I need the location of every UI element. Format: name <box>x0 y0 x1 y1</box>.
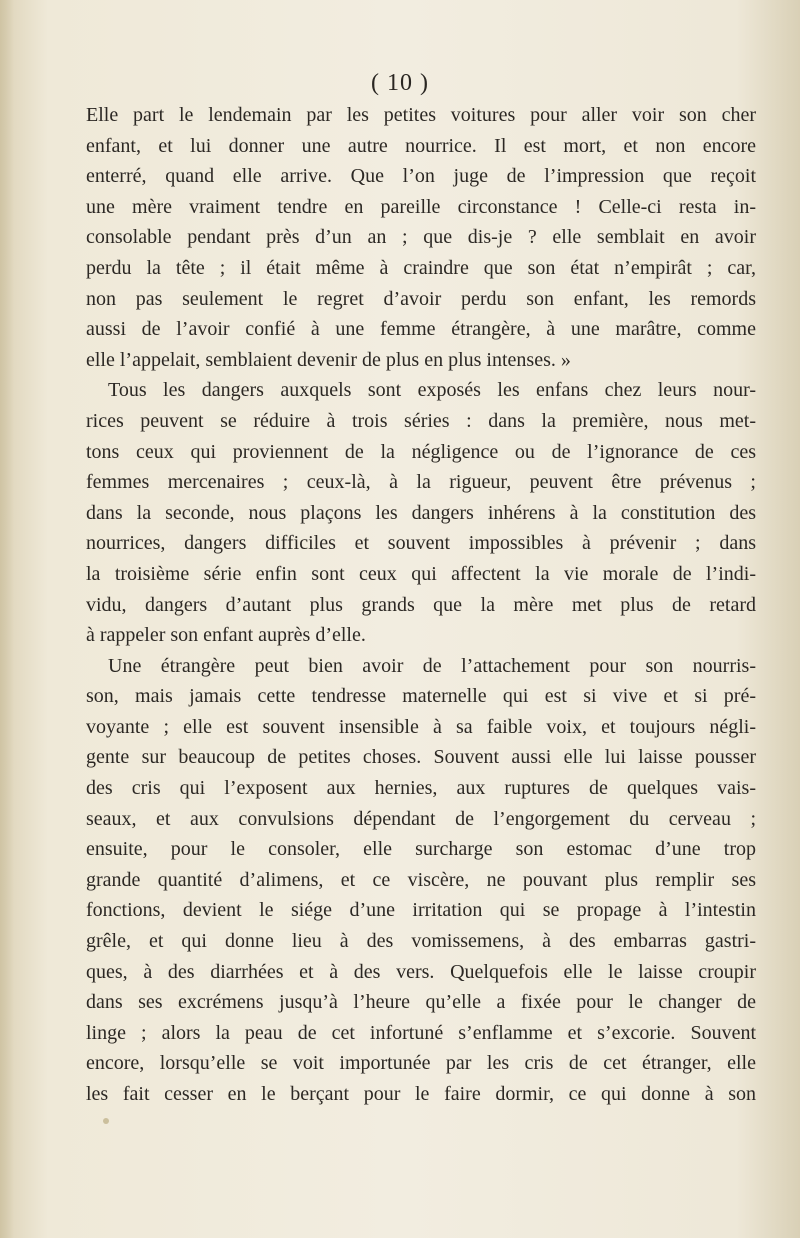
text-line: seaux, et aux convulsions dépendant de l’engorgement du cerveau ; <box>86 807 756 830</box>
text-line: rices peuvent se réduire à trois séries : dans la première, nous met- <box>86 409 756 432</box>
text-line: linge ; alors la peau de cet infortuné s’enflamme et s’excorie. Souvent <box>86 1021 756 1044</box>
text-line: elle l’appelait, semblaient devenir de plus en plus intenses. » <box>86 348 571 371</box>
text-line: consolable pendant près d’un an ; que dis-je ? elle semblait en avoir <box>86 226 756 249</box>
text-line: à rappeler son enfant auprès d’elle. <box>86 624 366 647</box>
text-line: grande quantité d’alimens, et ce viscère, ne pouvant plus remplir ses <box>86 868 756 891</box>
body-text <box>86 100 756 1110</box>
text-line: voyante ; elle est souvent insensible à sa faible voix, et toujours négli- <box>86 715 756 738</box>
text-line: dans la seconde, nous plaçons les dangers inhérens à la constitution des <box>86 501 756 524</box>
text-line: une mère vraiment tendre en pareille circonstance ! Celle-ci resta in- <box>86 195 756 218</box>
text-line: enterré, quand elle arrive. Que l’on juge de l’impression que reçoit <box>86 165 756 188</box>
text-line: femmes mercenaires ; ceux-là, à la rigueur, peuvent être prévenus ; <box>86 471 756 494</box>
text-line: Elle part le lendemain par les petites voitures pour aller voir son cher <box>86 104 756 126</box>
text-line: enfant, et lui donner une autre nourrice. Il est mort, et non encore <box>86 134 756 157</box>
text-line: Tous les dangers auxquels sont exposés les enfans chez leurs nour- <box>108 379 756 402</box>
text-line: aussi de l’avoir confié à une femme étrangère, à une marâtre, comme <box>86 318 756 341</box>
text-line: non pas seulement le regret d’avoir perdu son enfant, les remords <box>86 287 756 310</box>
text-line: gente sur beaucoup de petites choses. Souvent aussi elle lui laisse pousser <box>86 746 756 769</box>
text-line: ensuite, pour le consoler, elle surcharge son estomac d’une trop <box>86 838 756 861</box>
text-line: vidu, dangers d’autant plus grands que la mère met plus de retard <box>86 593 756 616</box>
text-line: tons ceux qui proviennent de la négligence ou de l’ignorance de ces <box>86 440 756 463</box>
text-line: ques, à des diarrhées et à des vers. Quelquefois elle le laisse croupir <box>86 960 756 983</box>
page-edge-shadow <box>0 0 14 1238</box>
text-line: son, mais jamais cette tendresse maternelle qui est si vive et si pré- <box>86 685 756 708</box>
page-number: ( 10 ) <box>371 70 429 96</box>
text-line: la troisième série enfin sont ceux qui affectent la vie morale de l’indi- <box>86 562 756 585</box>
text-line: fonctions, devient le siége d’une irritation qui se propage à l’intestin <box>86 899 756 922</box>
text-line: perdu la tête ; il était même à craindre que son état n’empirât ; car, <box>86 256 756 279</box>
text-line: grêle, et qui donne lieu à des vomissemens, à des embarras gastri- <box>86 930 756 953</box>
text-line: des cris qui l’exposent aux hernies, aux ruptures de quelques vais- <box>86 777 756 800</box>
text-line: dans ses excrémens jusqu’à l’heure qu’elle a fixée pour le changer de <box>86 991 756 1014</box>
paper-speck <box>103 1118 109 1124</box>
text-line: nourrices, dangers difficiles et souvent impossibles à prévenir ; dans <box>86 532 756 555</box>
text-line: les fait cesser en le berçant pour le faire dormir, ce qui donne à son <box>86 1083 756 1105</box>
text-line: Une étrangère peut bien avoir de l’attachement pour son nourris- <box>108 654 756 677</box>
text-line: encore, lorsqu’elle se voit importunée par les cris de cet étranger, elle <box>86 1052 756 1075</box>
